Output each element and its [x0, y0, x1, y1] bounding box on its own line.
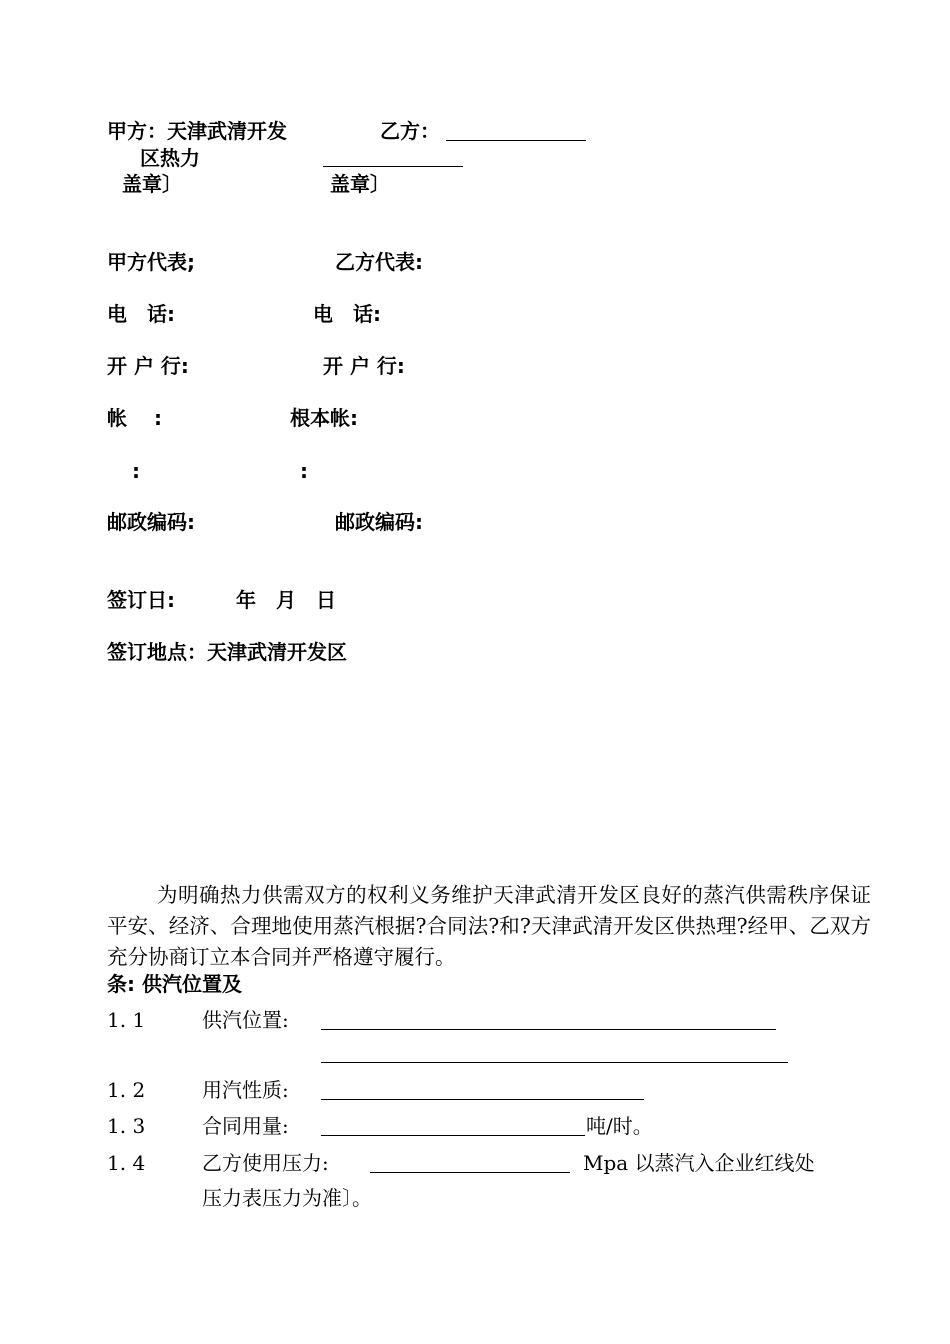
party-a-bank: 开 户 行:: [107, 354, 189, 378]
preamble-paragraph: 为明确热力供需双方的权利义务维护天津武清开发区良好的蒸汽供需秩序保证平安、经济、合理地使用蒸汽根据?合同法?和?天津武清开发区供热理?经甲、乙双方充分协商订立本合同并严格遵守履行。: [107, 883, 871, 969]
party-b-name-underline: [446, 140, 586, 141]
party-b-account-cont: :: [300, 459, 308, 483]
signing-date-label: 签订日:: [107, 588, 175, 612]
party-a-label-cont: 区热力: [140, 146, 200, 170]
party-b-postcode: 邮政编码:: [335, 510, 423, 534]
party-b-representative: 乙方代表:: [335, 250, 423, 274]
clause-number: 1. 1: [107, 1008, 146, 1032]
clause-label: 用汽性质:: [202, 1078, 289, 1102]
article-title: 条: 供汽位置及: [107, 972, 242, 996]
party-b-name-underline-2: [323, 166, 463, 167]
party-a-seal: 盖章〕: [122, 172, 182, 196]
clause-label: 供汽位置:: [202, 1008, 289, 1032]
party-b-bank: 开 户 行:: [323, 354, 405, 378]
supply-location-underline: [321, 1029, 776, 1030]
party-b-phone: 电 话:: [313, 302, 381, 326]
party-a-phone: 电 话:: [107, 302, 175, 326]
pressure-underline: [370, 1172, 570, 1173]
clause-continuation: 压力表压力为准〕。: [202, 1186, 372, 1210]
supply-location-underline-2: [321, 1062, 788, 1063]
party-a-postcode: 邮政编码:: [107, 510, 195, 534]
clause-number: 1. 3: [107, 1114, 146, 1138]
party-a-account-cont: :: [132, 459, 140, 483]
clause-suffix: 吨/时。: [586, 1114, 653, 1138]
usage-nature-underline: [321, 1099, 644, 1100]
clause-suffix: Mpa 以蒸汽入企业红线处: [583, 1151, 815, 1175]
party-a-representative: 甲方代表;: [107, 250, 195, 274]
party-b-account: 根本帐:: [290, 406, 358, 430]
clause-number: 1. 4: [107, 1151, 146, 1175]
party-a-label: 甲方：天津武清开发: [107, 119, 287, 143]
party-b-label: 乙方：: [380, 119, 440, 143]
clause-number: 1. 2: [107, 1078, 146, 1102]
signing-place: 签订地点：天津武清开发区: [107, 640, 347, 664]
clause-label: 合同用量:: [202, 1114, 289, 1138]
clause-label: 乙方使用压力:: [202, 1151, 329, 1175]
party-a-account: 帐 :: [107, 406, 162, 430]
signing-date-parts: 年 月 日: [236, 588, 336, 612]
party-b-seal: 盖章〕: [330, 172, 390, 196]
contract-volume-underline: [321, 1135, 585, 1136]
